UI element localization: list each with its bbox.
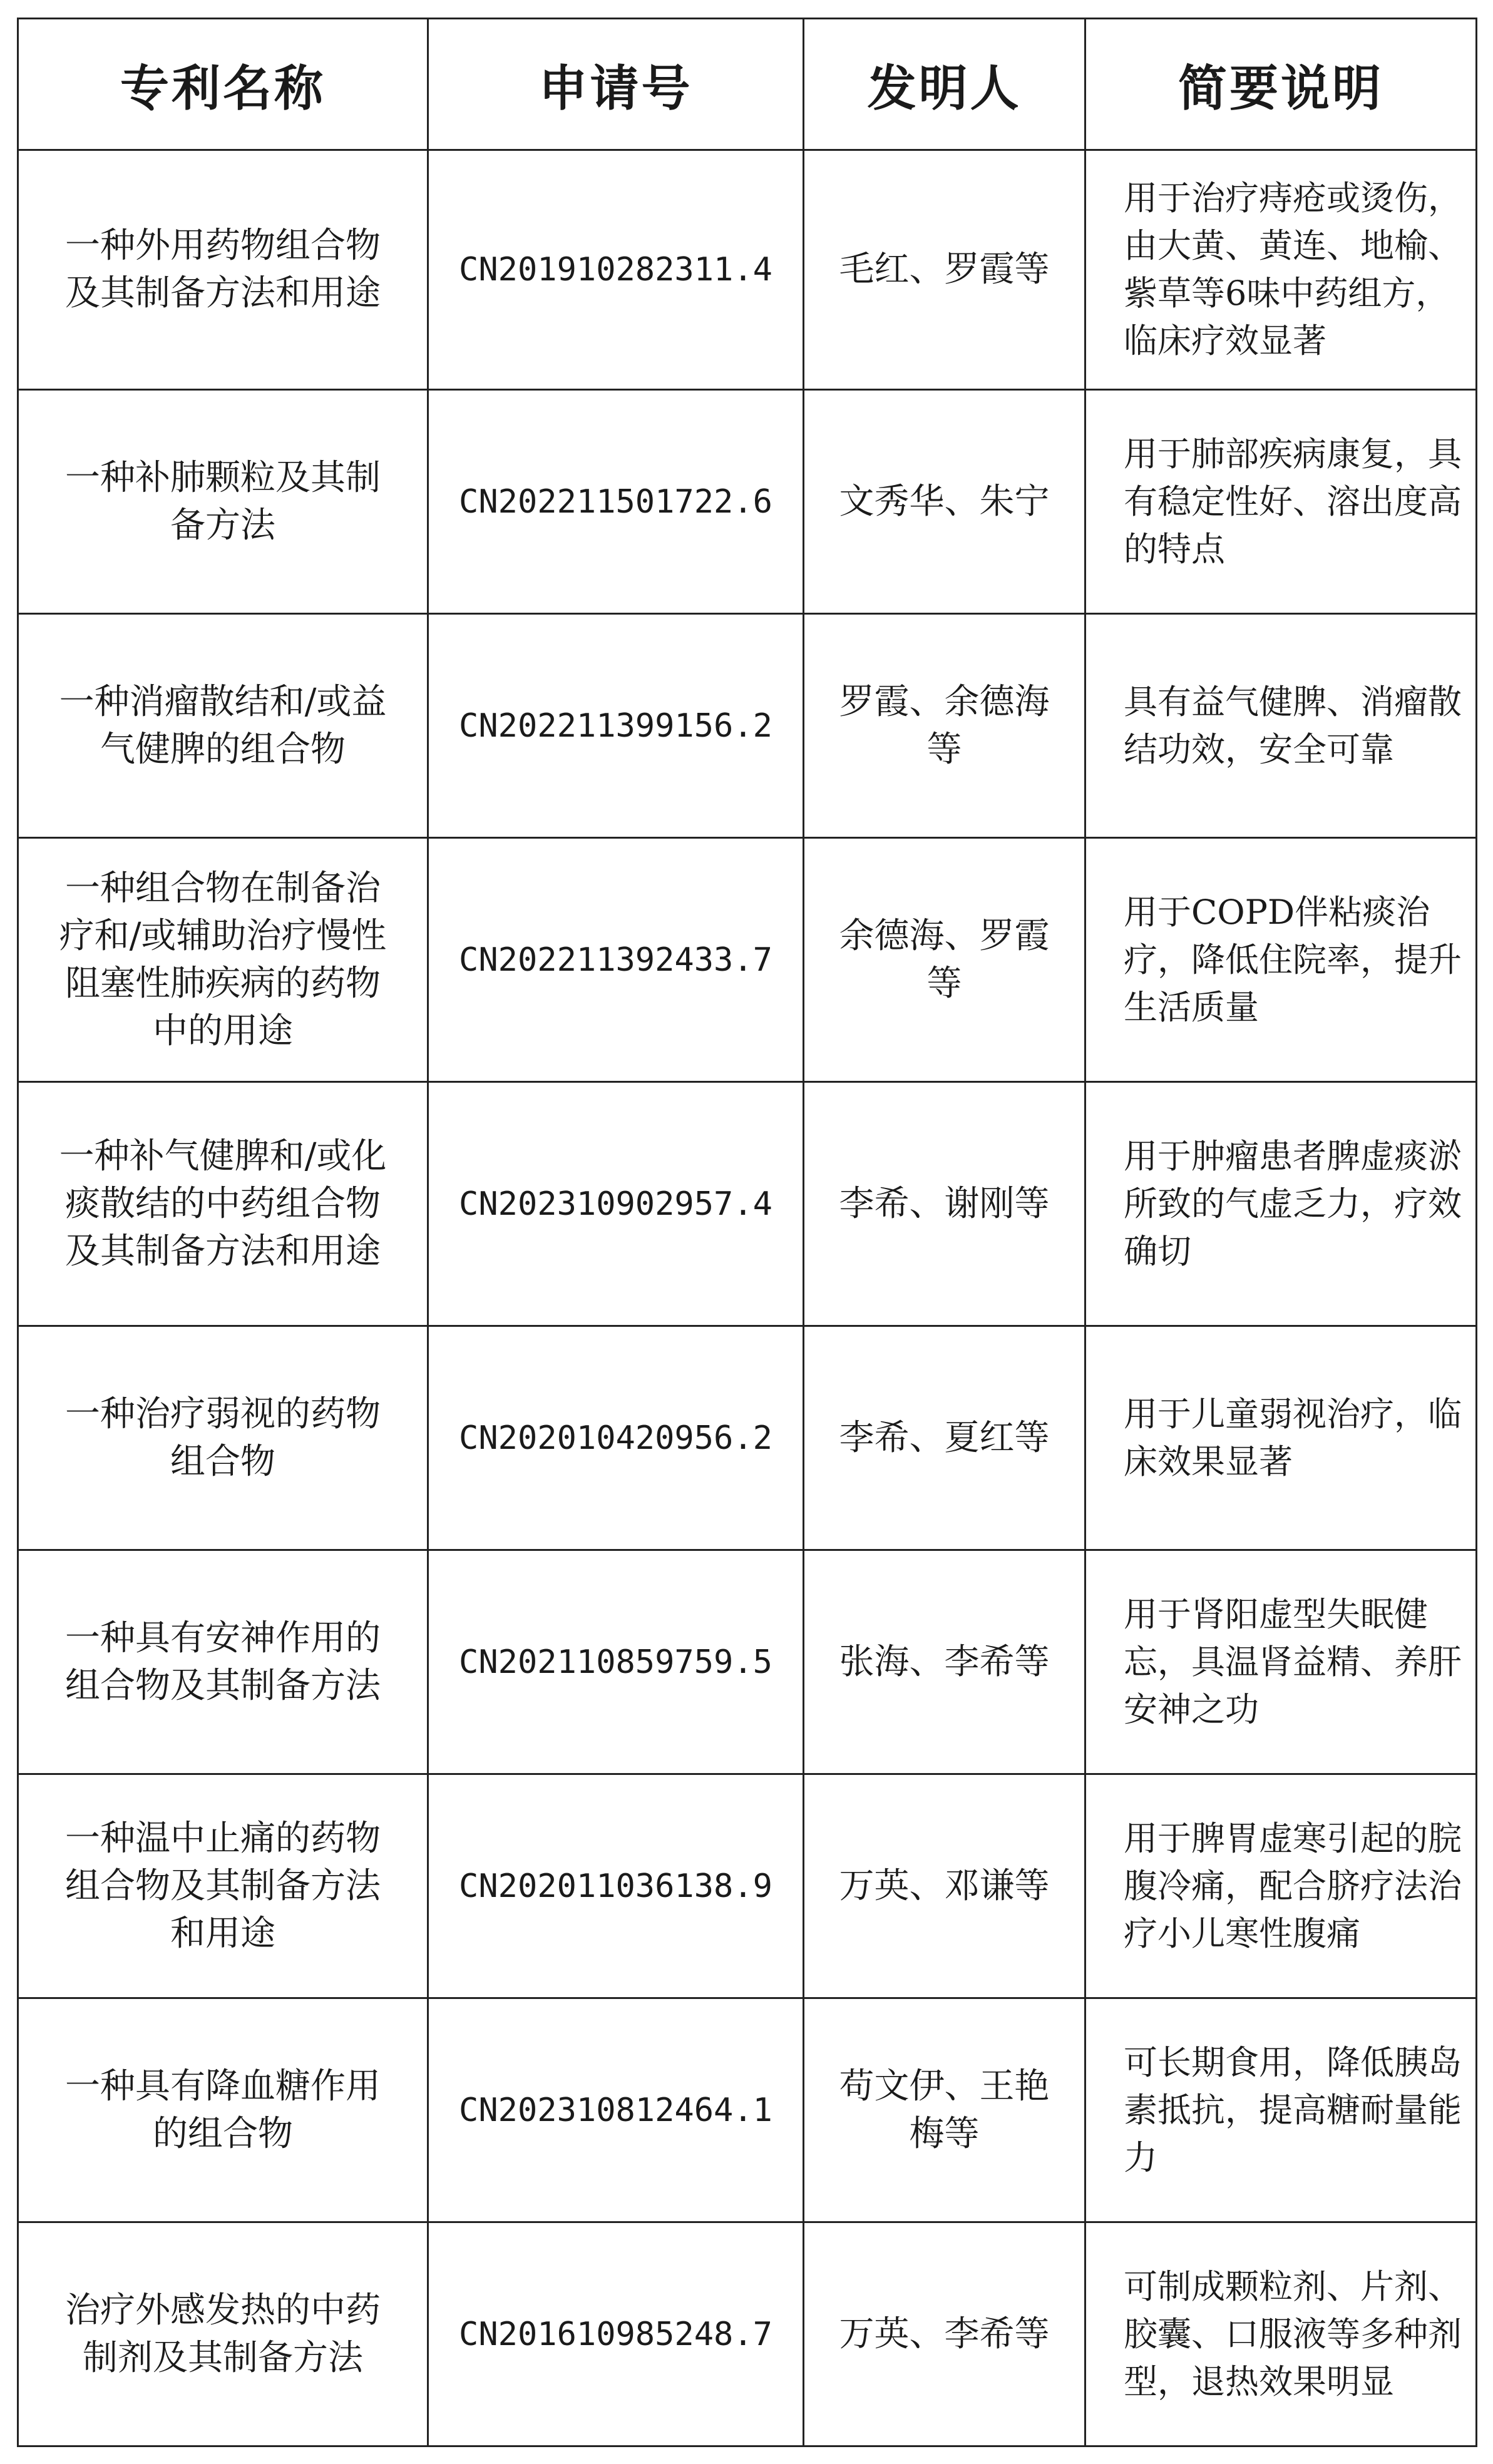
application-number-cell: CN201610985248.7: [428, 2222, 804, 2446]
summary-cell: 具有益气健脾、消瘤散结功效，安全可靠: [1085, 614, 1477, 838]
inventors-cell: 文秀华、朱宁: [804, 390, 1085, 614]
summary-cell: 用于儿童弱视治疗，临床效果显著: [1085, 1326, 1477, 1550]
header-patent-name: 专利名称: [18, 19, 428, 150]
summary-cell: 用于脾胃虚寒引起的脘腹冷痛，配合脐疗法治疗小儿寒性腹痛: [1085, 1774, 1477, 1998]
summary-cell: 可长期食用，降低胰岛素抵抗，提高糖耐量能力: [1085, 1998, 1477, 2222]
summary-cell: 用于肺部疾病康复，具有稳定性好、溶出度高的特点: [1085, 390, 1477, 614]
patent-name-cell: 一种具有安神作用的组合物及其制备方法: [18, 1550, 428, 1774]
table-row: [18, 1998, 1477, 2222]
patent-name-cell: 一种具有降血糖作用的组合物: [18, 1998, 428, 2222]
table-body: [18, 150, 1477, 2446]
patent-name-cell: 一种外用药物组合物及其制备方法和用途: [18, 150, 428, 390]
patent-name-cell: 一种治疗弱视的药物组合物: [18, 1326, 428, 1550]
table-row: [18, 390, 1477, 614]
application-number-cell: CN202010420956.2: [428, 1326, 804, 1550]
table-row: [18, 150, 1477, 390]
table-row: [18, 2222, 1477, 2446]
patent-name-cell: 一种温中止痛的药物组合物及其制备方法和用途: [18, 1774, 428, 1998]
summary-cell: 用于肾阳虚型失眠健忘，具温肾益精、养肝安神之功: [1085, 1550, 1477, 1774]
table-row: [18, 1774, 1477, 1998]
application-number-cell: CN201910282311.4: [428, 150, 804, 390]
patent-table: [17, 18, 1477, 2447]
header-summary: 简要说明: [1085, 19, 1477, 150]
inventors-cell: 苟文伊、王艳梅等: [804, 1998, 1085, 2222]
patent-name-cell: 治疗外感发热的中药制剂及其制备方法: [18, 2222, 428, 2446]
application-number-cell: CN202211501722.6: [428, 390, 804, 614]
patent-name-cell: 一种消瘤散结和/或益气健脾的组合物: [18, 614, 428, 838]
table-header-row: [18, 19, 1477, 150]
application-number-cell: CN202211399156.2: [428, 614, 804, 838]
table-row: [18, 1082, 1477, 1326]
application-number-cell: CN202011036138.9: [428, 1774, 804, 1998]
summary-cell: 用于COPD伴粘痰治疗，降低住院率，提升生活质量: [1085, 838, 1477, 1082]
inventors-cell: 毛红、罗霞等: [804, 150, 1085, 390]
summary-cell: 可制成颗粒剂、片剂、胶囊、口服液等多种剂型，退热效果明显: [1085, 2222, 1477, 2446]
inventors-cell: 李希、谢刚等: [804, 1082, 1085, 1326]
table-row: [18, 614, 1477, 838]
header-inventors: 发明人: [804, 19, 1085, 150]
table-row: [18, 1550, 1477, 1774]
inventors-cell: 余德海、罗霞等: [804, 838, 1085, 1082]
patent-name-cell: 一种补气健脾和/或化痰散结的中药组合物及其制备方法和用途: [18, 1082, 428, 1326]
inventors-cell: 罗霞、余德海等: [804, 614, 1085, 838]
summary-cell: 用于治疗痔疮或烫伤，由大黄、黄连、地榆、紫草等6味中药组方，临床疗效显著: [1085, 150, 1477, 390]
application-number-cell: CN202211392433.7: [428, 838, 804, 1082]
inventors-cell: 李希、夏红等: [804, 1326, 1085, 1550]
application-number-cell: CN202310812464.1: [428, 1998, 804, 2222]
inventors-cell: 万英、邓谦等: [804, 1774, 1085, 1998]
summary-cell: 用于肿瘤患者脾虚痰淤所致的气虚乏力，疗效确切: [1085, 1082, 1477, 1326]
application-number-cell: CN202310902957.4: [428, 1082, 804, 1326]
table-row: [18, 1326, 1477, 1550]
patent-name-cell: 一种组合物在制备治疗和/或辅助治疗慢性阻塞性肺疾病的药物中的用途: [18, 838, 428, 1082]
inventors-cell: 张海、李希等: [804, 1550, 1085, 1774]
application-number-cell: CN202110859759.5: [428, 1550, 804, 1774]
inventors-cell: 万英、李希等: [804, 2222, 1085, 2446]
table-row: [18, 838, 1477, 1082]
patent-name-cell: 一种补肺颗粒及其制备方法: [18, 390, 428, 614]
header-application-number: 申请号: [428, 19, 804, 150]
